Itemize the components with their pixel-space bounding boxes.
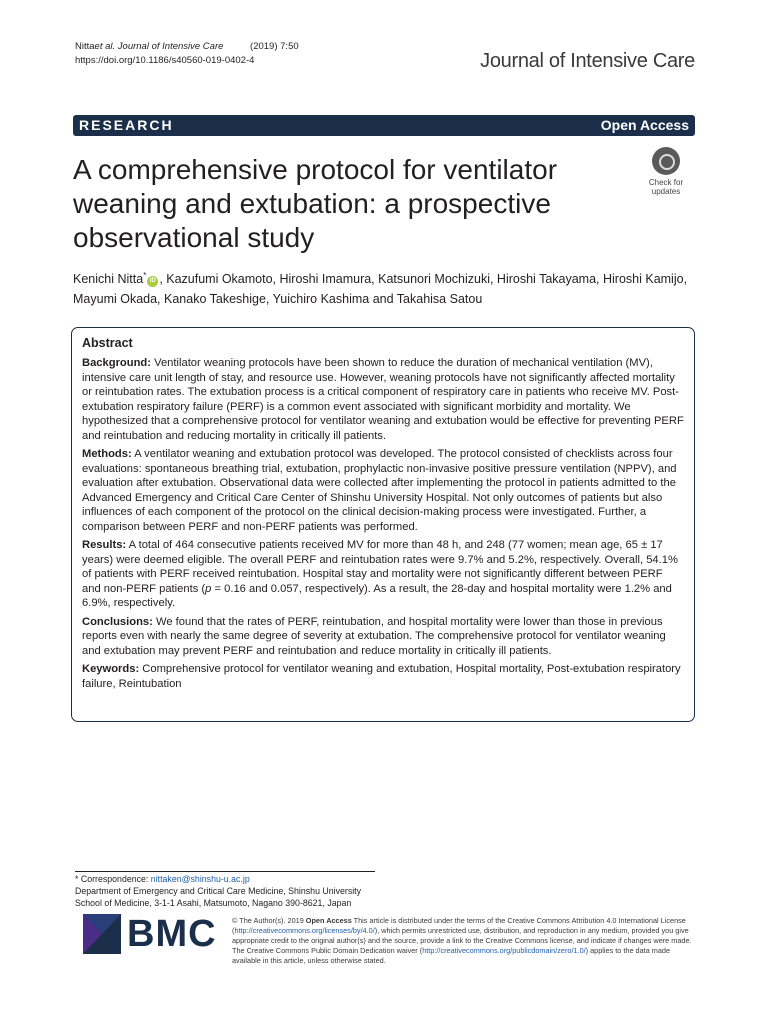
journal-name: Journal of Intensive Care: [480, 50, 695, 72]
footnote-divider: [75, 871, 375, 872]
license-link-by[interactable]: http://creativecommons.org/licenses/by/4.0/: [234, 926, 375, 935]
license-link-zero[interactable]: http://creativecommons.org/publicdomain/zero/1.0/: [422, 946, 586, 955]
orcid-icon[interactable]: iD: [147, 276, 158, 287]
methods-text: A ventilator weaning and extubation protocol was developed. The protocol consisted of checklists across four evaluations: spontaneous breathing trial, extubation, prophylactic non-invasive positive pressure ventilation (NPPV), and evaluation after extubation. Observational data were collected after implementing the protocol in patients admitted to the Advanced Emergency and Critical Care Center of Shinshu University Hospital. Not only outcomes of patients but also influences of each component of the protocol on the clinical decision-making process were investigated. Further, a comparison between PERF and non-PERF patients was performed.: [82, 448, 677, 533]
license-open-access: Open Access: [305, 916, 352, 925]
affiliation-line1: Department of Emergency and Critical Care Medicine, Shinshu University: [75, 886, 362, 896]
abstract-conclusions: [82, 615, 684, 659]
background-text: Ventilator weaning protocols have been shown to reduce the duration of mechanical ventilation (MV), intensive care unit length of stay, and resource use. However, weaning protocols have not significantly affected mortality or reintubation rates. The extubation process is a critical component of respiratory care in patients who receive MV. Post-extubation respiratory failure (PERF) is a common event associated with significant morbidity and mortality. We hypothesized that a comprehensive protocol for ventilator weaning and extubation would be effective for preventing PERF and reintubation and reducing mortality in critically ill patients.: [82, 357, 684, 442]
bmc-logo-icon: [83, 911, 123, 957]
conclusions-text: We found that the rates of PERF, reintubation, and hospital mortality were lower than those in previous reports even with nearly the same degree of severity at extubation. The comprehensive protocol for ventilator weaning and extubation may prevent PERF and reintubation and reduce mortality in critically ill patients.: [82, 615, 666, 657]
abstract-heading: Abstract: [82, 336, 133, 350]
keywords-label: Keywords:: [82, 663, 140, 675]
citation-line: [75, 40, 299, 54]
abstract-keywords: [82, 662, 684, 691]
correspondence-line: [75, 873, 361, 885]
keywords-text: Comprehensive protocol for ventilator weaning and extubation, Hospital mortality, Post-extubation respiratory failure, Reintubation: [82, 663, 681, 690]
license-text3: ) applies to the data made available in this article, unless otherwise stated.: [232, 946, 671, 965]
article-title: A comprehensive protocol for ventilator weaning and extubation: a prospective observational study: [73, 154, 558, 253]
corresponding-mark: *: [143, 271, 147, 280]
background-label: Background:: [82, 357, 151, 369]
license-text1: This article is distributed under the terms of the Creative Commons Attribution 4.0 International License (: [232, 916, 686, 935]
section-label: RESEARCH: [79, 117, 174, 133]
check-updates-line1: Check for: [648, 178, 684, 187]
section-bar: [73, 115, 695, 136]
abstract-methods: [82, 447, 684, 534]
abstract-results: [82, 538, 684, 611]
author-list: [73, 266, 698, 309]
citation-author: Nitta: [75, 41, 95, 52]
affiliation-line2: School of Medicine, 3-1-1 Asahi, Matsumoto, Nagano 390-8621, Japan: [75, 898, 352, 908]
license-copyright: © The Author(s). 2019: [232, 916, 306, 925]
citation-journal: et al. Journal of Intensive Care: [94, 41, 224, 52]
coauthors: , Kazufumi Okamoto, Hiroshi Imamura, Katsunori Mochizuki, Hiroshi Takayama, Hiroshi Kamijo, Mayumi Okada, Kanako Takeshige, Yuichiro Kashima and Takahisa Satou: [73, 272, 688, 307]
bmc-logo-text: BMC: [127, 913, 217, 955]
conclusions-label: Conclusions:: [82, 615, 153, 628]
check-updates-line2: updates: [651, 187, 681, 196]
abstract-box: [71, 327, 695, 722]
correspondence-block: [75, 873, 361, 909]
results-p-symbol: p: [205, 582, 212, 595]
results-label: Results:: [82, 539, 127, 551]
open-access-label: Open Access: [600, 117, 689, 133]
check-for-updates-badge[interactable]: [641, 147, 691, 201]
results-text-a: A total of 464 consecutive patients received MV for more than 48 h, and 248 (77 women; mean age, 65 ± 17 years) were deemed eligible. The overall PERF and reintubation rates were 9.7% and 5.2%, respectively. Overall, 54.1% of patients with PERF received reintubation. Hospital stay and mortality were not significantly different between PERF and non-PERF patients (: [82, 539, 678, 595]
license-statement: [232, 916, 692, 966]
check-for-updates-icon: [652, 147, 680, 175]
bmc-logo[interactable]: [83, 911, 223, 957]
doi-link[interactable]: https://doi.org/10.1186/s40560-019-0402-4: [75, 55, 255, 66]
correspondence-label: * Correspondence:: [75, 874, 151, 884]
license-text2: ), which permits unrestricted use, distribution, and reproduction in any medium, provided you give appropriate credit to the original author(s) and the source, provide a link to the Creative Commons license, and indicate if changes were made. The Creative Commons Public Domain Dedication waiver (: [232, 926, 692, 955]
corresponding-author[interactable]: Kenichi Nitta: [73, 272, 144, 287]
abstract-background: [82, 356, 684, 443]
citation-year: (2019) 7:50: [250, 41, 299, 52]
results-text-b: = 0.16 and 0.057, respectively). As a result, the 28-day and hospital mortality were 1.2% and 6.9%, respectively.: [82, 582, 672, 609]
correspondence-email[interactable]: nittaken@shinshu-u.ac.jp: [150, 874, 250, 884]
methods-label: Methods:: [82, 448, 132, 460]
check-for-updates-text: [641, 178, 691, 196]
citation-header: [75, 40, 299, 68]
